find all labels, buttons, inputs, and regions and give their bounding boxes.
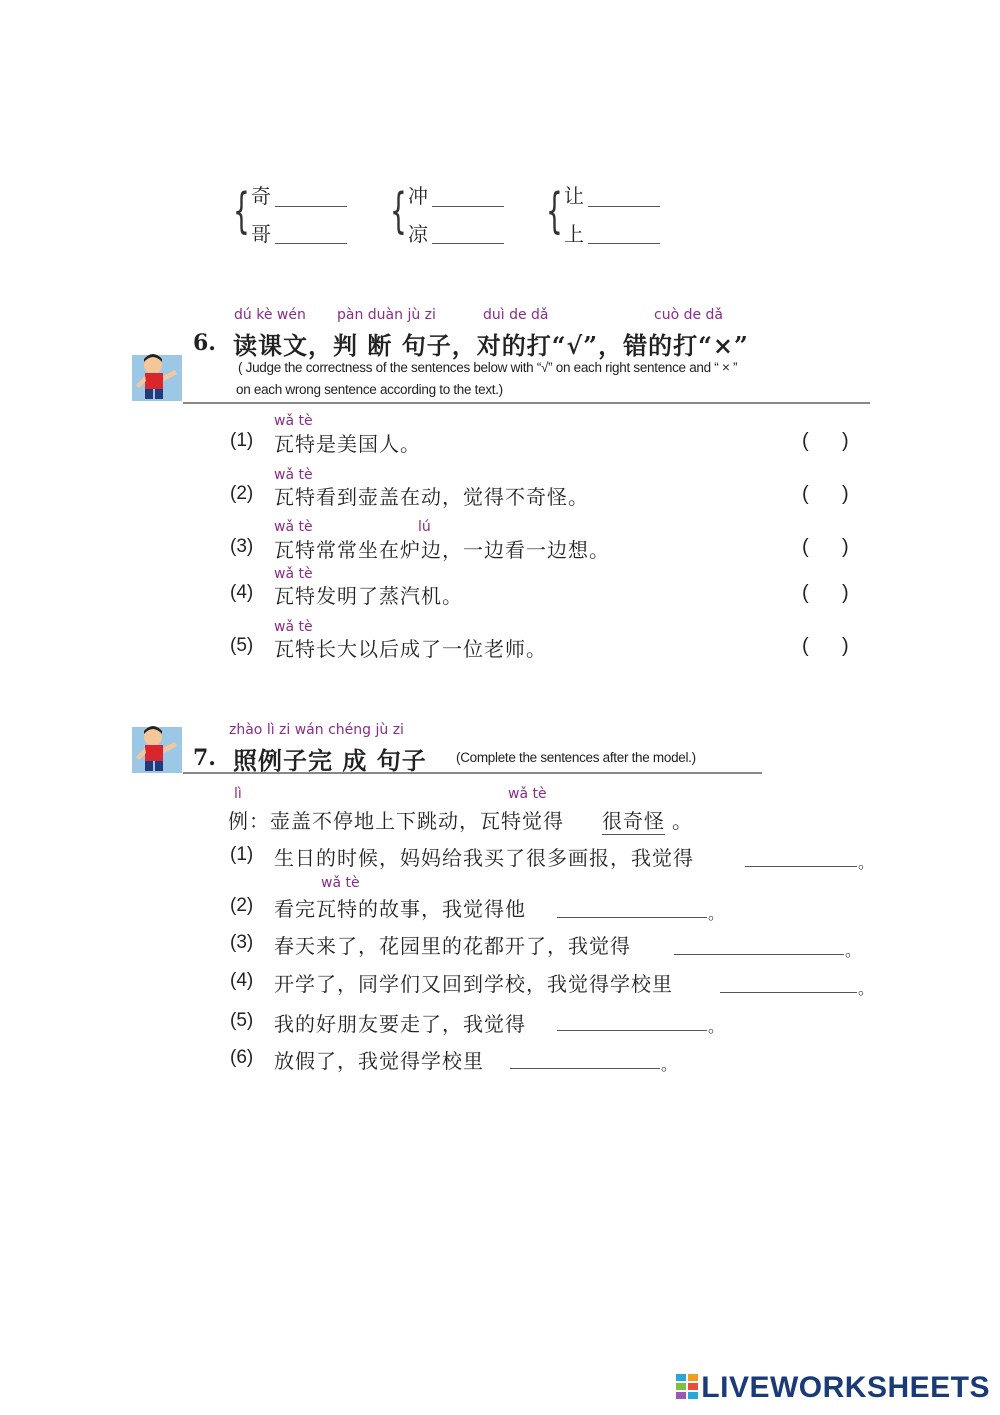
- pinyin: wǎ tè: [321, 875, 360, 891]
- section-number: 6.: [193, 330, 216, 356]
- item-number: (5): [230, 1010, 254, 1031]
- char-top: 让: [564, 184, 584, 208]
- char-bottom: 凉: [408, 222, 428, 246]
- answer-paren[interactable]: ( ): [802, 483, 849, 505]
- item-text: 瓦特是美国人。: [274, 432, 421, 456]
- item-text: 生日的时候，妈妈给我买了很多画报，我觉得: [274, 846, 694, 870]
- answer-blank[interactable]: [432, 243, 504, 244]
- pinyin: lú: [418, 519, 431, 535]
- item-text: 我的好朋友要走了，我觉得: [274, 1012, 526, 1036]
- answer-paren[interactable]: ( ): [802, 582, 849, 604]
- item-text: 看完瓦特的故事，我觉得他: [274, 897, 526, 921]
- char-top: 奇: [251, 184, 271, 208]
- section-title: 读课文，判 断 句子，对的打“√”，错的打“×”: [233, 331, 749, 360]
- answer-blank[interactable]: [588, 243, 660, 244]
- answer-blank[interactable]: [275, 206, 347, 207]
- item-number: (1): [230, 430, 254, 451]
- char-pair-1: [233, 178, 353, 248]
- period: 。: [845, 941, 862, 960]
- char-top: 冲: [408, 184, 428, 208]
- example-text: 例：壶盖不停地上下跳动，瓦特觉得: [228, 809, 564, 833]
- period: 。: [708, 1017, 725, 1036]
- item-text: 春天来了，花园里的花都开了，我觉得: [274, 934, 631, 958]
- item-text: 瓦特常常坐在炉边，一边看一边想。: [274, 538, 610, 562]
- answer-blank[interactable]: [674, 954, 844, 955]
- pinyin: dú kè wén: [234, 307, 306, 323]
- pinyin: pàn duàn jù zi: [337, 307, 436, 323]
- section-divider: [183, 402, 870, 404]
- example-end: 。: [672, 809, 693, 833]
- section-instruction: (Complete the sentences after the model.): [456, 750, 696, 765]
- item-number: (6): [230, 1047, 254, 1068]
- pinyin: wǎ tè: [274, 413, 313, 429]
- item-text: 瓦特发明了蒸汽机。: [274, 584, 463, 608]
- item-number: (4): [230, 970, 254, 991]
- brand-text: LIVEWORKSHEETS: [701, 1371, 990, 1404]
- item-number: (2): [230, 483, 254, 504]
- answer-paren[interactable]: ( ): [802, 536, 849, 558]
- brace: {: [390, 183, 407, 239]
- boy-mascot-icon: [131, 352, 183, 402]
- liveworksheets-logo: [676, 1371, 990, 1405]
- item-text: 放假了，我觉得学校里: [274, 1049, 484, 1073]
- answer-blank[interactable]: [557, 917, 707, 918]
- answer-blank[interactable]: [432, 206, 504, 207]
- item-number: (4): [230, 582, 254, 603]
- pinyin: wǎ tè: [274, 519, 313, 535]
- pinyin: duì de dǎ: [483, 307, 549, 323]
- period: 。: [858, 853, 875, 872]
- answer-blank[interactable]: [720, 992, 857, 993]
- item-text: 开学了，同学们又回到学校，我觉得学校里: [274, 972, 673, 996]
- period: 。: [708, 904, 725, 923]
- pinyin: wǎ tè: [508, 786, 547, 802]
- brace: {: [546, 183, 563, 239]
- example-answer: 很奇怪: [602, 805, 665, 835]
- item-number: (3): [230, 932, 254, 953]
- answer-blank[interactable]: [745, 866, 857, 867]
- item-number: (2): [230, 895, 254, 916]
- item-text: 瓦特看到壶盖在动，觉得不奇怪。: [274, 485, 589, 509]
- char-pair-2: [390, 178, 510, 248]
- answer-blank[interactable]: [588, 206, 660, 207]
- item-text: 瓦特长大以后成了一位老师。: [274, 637, 547, 661]
- brace: {: [233, 183, 250, 239]
- section-divider: [183, 772, 762, 774]
- pinyin: cuò de dǎ: [654, 307, 724, 323]
- pinyin: lì: [234, 786, 242, 802]
- answer-paren[interactable]: ( ): [802, 635, 849, 657]
- answer-blank[interactable]: [275, 243, 347, 244]
- item-number: (1): [230, 844, 254, 865]
- pinyin: wǎ tè: [274, 566, 313, 582]
- char-bottom: 哥: [251, 222, 271, 246]
- char-pair-3: [546, 178, 666, 248]
- logo-icon: [676, 1374, 698, 1400]
- pinyin: wǎ tè: [274, 619, 313, 635]
- period: 。: [858, 979, 875, 998]
- answer-paren[interactable]: ( ): [802, 430, 849, 452]
- pinyin: wǎ tè: [274, 467, 313, 483]
- item-number: (3): [230, 536, 254, 557]
- section-instruction: ( Judge the correctness of the sentences below with “√” on each right sentence and “ × ”: [238, 360, 738, 375]
- section-number: 7.: [193, 745, 216, 771]
- answer-blank[interactable]: [510, 1068, 660, 1069]
- item-number: (5): [230, 635, 254, 656]
- section-instruction: on each wrong sentence according to the text.): [236, 382, 503, 397]
- pinyin: zhào lì zi wán chéng jù zi: [229, 722, 404, 738]
- section-title: 照例子完 成 句子: [233, 746, 427, 775]
- boy-mascot-icon: [131, 724, 183, 774]
- period: 。: [661, 1055, 678, 1074]
- answer-blank[interactable]: [557, 1030, 707, 1031]
- char-bottom: 上: [564, 222, 584, 246]
